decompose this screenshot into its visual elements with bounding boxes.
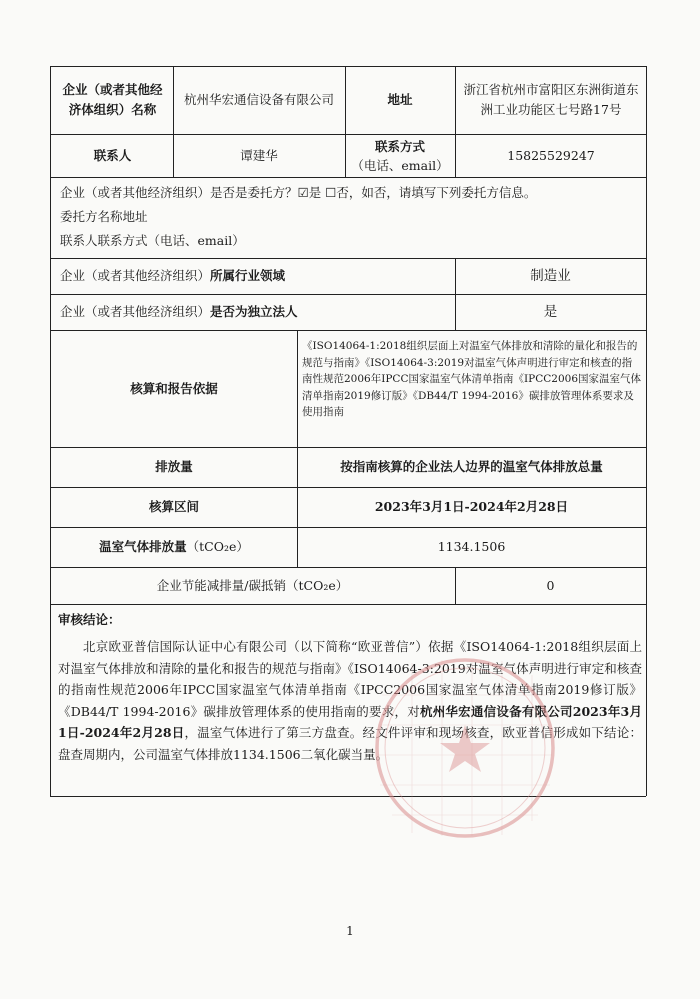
legal-label-bold: 是否为独立法人 bbox=[210, 304, 298, 319]
contact-method-label-line2: （电话、email） bbox=[351, 157, 449, 173]
org-name-value: 杭州华宏通信设备有限公司 bbox=[183, 92, 334, 107]
conclusion-text-part2: ，温室气体进行了第三方盘查。经文件评审和现场核查，欧亚普信形成如下结论：盘查周期内，公司温室气体排放1134.1506二氧化碳当量。 bbox=[58, 725, 642, 762]
entrust-question: 企业（或者其他经济组织）是否是委托方？☑是 ☐否，如否，请填写下列委托方信息。 bbox=[60, 185, 537, 200]
ghg-label-unit: （tCO₂e） bbox=[186, 539, 249, 554]
company-seal-icon bbox=[372, 655, 558, 841]
industry-label-prefix: 企业（或者其他经济组织） bbox=[60, 268, 211, 283]
emission-value: 按指南核算的企业法人边界的温室气体排放总量 bbox=[340, 459, 603, 474]
row-divider bbox=[50, 177, 646, 178]
col-divider bbox=[455, 66, 456, 177]
period-value: 2023年3月1日-2024年2月28日 bbox=[374, 499, 569, 514]
table-left-border bbox=[50, 66, 51, 796]
legal-label-prefix: 企业（或者其他经济组织） bbox=[60, 304, 211, 319]
address-value: 浙江省杭州市富阳区东洲街道东洲工业功能区七号路17号 bbox=[463, 82, 639, 117]
ghg-label-bold: 温室气体排放量 bbox=[99, 539, 187, 554]
contact-value: 谭建华 bbox=[240, 147, 278, 163]
contact-method-value: 15825529247 bbox=[507, 147, 595, 163]
entrust-contact: 联系人联系方式（电话、email） bbox=[60, 233, 245, 248]
conclusion-text-bold: 杭州华宏通信设备有限公司2023年3月1日-2024年2月28日 bbox=[58, 703, 642, 740]
contact-method-label bbox=[347, 134, 453, 177]
col-divider bbox=[345, 66, 346, 177]
basis-label: 核算和报告依据 bbox=[130, 380, 218, 396]
contact-method-label-line1: 联系方式 bbox=[374, 138, 425, 154]
table-right-border bbox=[646, 66, 647, 796]
col-divider bbox=[455, 258, 456, 330]
legal-person-value: 是 bbox=[543, 304, 558, 320]
period-label: 核算区间 bbox=[148, 499, 199, 514]
org-name-label: 企业（或者其他经济体组织）名称 bbox=[62, 82, 163, 117]
industry-value: 制造业 bbox=[530, 268, 571, 284]
basis-value: 《ISO14064-1:2018组织层面上对温室气体排放和清除的量化和报告的规范与指南》《ISO14064-3:2019对温室气体声明进行审定和核查的指南性规范2006年IPCC国家温室气体清单指南《IPCC2006国家温室气体清单指南2019修订版》《DB44/T 1994-2016》碳排放管理体系要求及使用指南 bbox=[302, 340, 642, 418]
reduction-label: 企业节能减排量/碳抵销（tCO₂e） bbox=[156, 577, 349, 593]
entrust-name-address: 委托方名称地址 bbox=[60, 209, 148, 224]
col-divider bbox=[173, 66, 174, 177]
ghg-label bbox=[52, 527, 296, 567]
col-divider bbox=[297, 330, 298, 567]
emission-label: 排放量 bbox=[155, 459, 193, 474]
industry-label bbox=[60, 258, 453, 294]
conclusion-title: 审核结论： bbox=[58, 612, 121, 627]
col-divider bbox=[455, 567, 456, 604]
contact-label: 联系人 bbox=[93, 147, 132, 163]
conclusion-text-part1: 北京欧亚普信国际认证中心有限公司（以下简称“欧亚普信”）依据《ISO14064-1:2018组织层面上对温室气体排放和清除的量化和报告的规范与指南》《ISO14064-3:2019对温室气体声明进行审定和核查的指南性规范2006年IPCC国家温室气体清单指南《IPCC2006国家温室气体清单指南2019修订版》《DB44/T 1994-2016》碳排放管理体系的使用指南的要求，对 bbox=[58, 639, 642, 719]
page-number: 1 bbox=[346, 924, 354, 938]
row-divider bbox=[50, 604, 646, 605]
reduction-value: 0 bbox=[546, 577, 555, 593]
legal-person-label bbox=[60, 294, 453, 330]
address-label: 地址 bbox=[387, 92, 413, 107]
industry-label-bold: 所属行业领域 bbox=[210, 268, 286, 283]
ghg-value: 1134.1506 bbox=[437, 539, 506, 554]
